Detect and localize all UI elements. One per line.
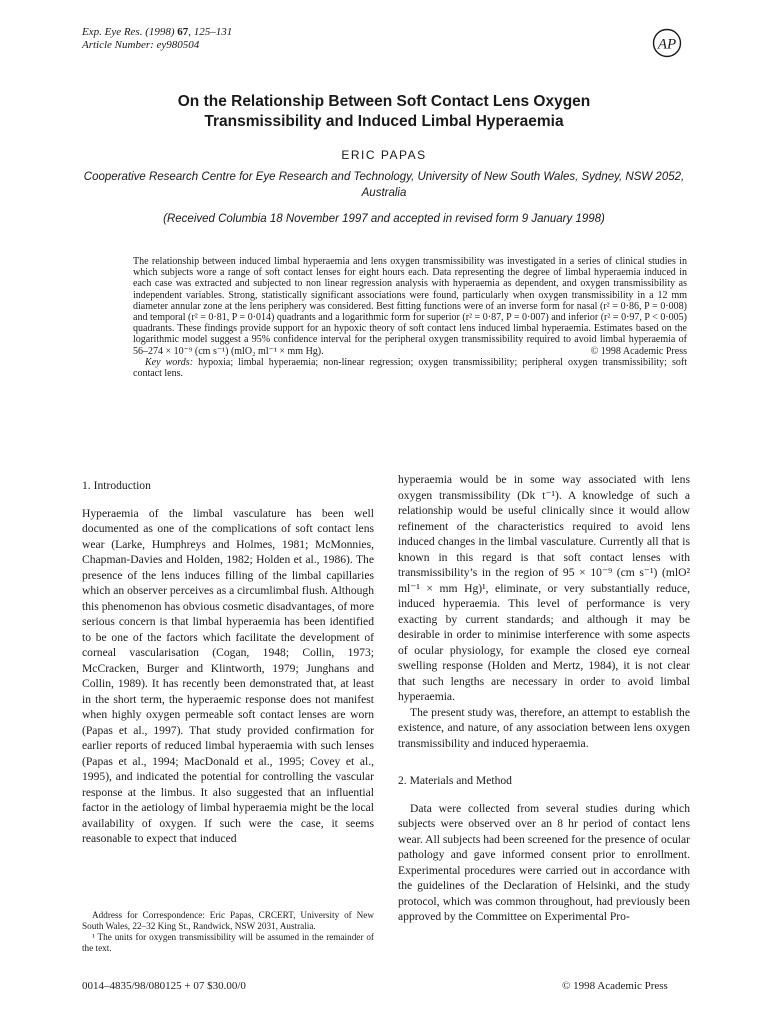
- abstract: [133, 256, 687, 379]
- received-dates: (Received Columbia 18 November 1997 and accepted in revised form 9 January 1998): [163, 213, 605, 225]
- section-heading-methods: 2. Materials and Method: [398, 774, 512, 787]
- left-column: [82, 472, 374, 847]
- journal-citation: [82, 26, 232, 52]
- abstract-body: [133, 256, 687, 357]
- section-heading-introduction: 1. Introduction: [82, 479, 151, 492]
- footnotes: [82, 910, 374, 954]
- journal-pages: , 125–131: [188, 26, 233, 38]
- abstract-text: The relationship between induced limbal hyperaemia and lens oxygen transmissibility was investigated in a series of clinical studies in which subjects wore a range of soft contact lenses for eight hours each. Data representing the degree of limbal hyperaemia induced in each case was extracted and subjected to non linear regression analysis with hyperaemia as dependent, and oxygen transmissibility as independent variables. Strong, statistically significant associations were found, particularly when oxygen transmissibility in a 12 mm diameter annular zone at the lens periphery was considered. Best fitting functions were of an inverse form for nasal (r² = 0·86, P = 0·008) and temporal (r² = 0·81, P = 0·014) quadrants and a logarithmic form for superior (r² = 0·87, P = 0·007) and inferior (r² = 0·97, P < 0·005) quadrants. These findings provide support for an hypoxic theory of soft contact lens induced limbal hyperaemia. Estimates based on the logarithmic model suggest a 95% confidence interval for the peripheral oxygen transmissibility required to avoid limbal hyperaemia of 56–274 × 10⁻⁹ (cm s⁻¹) (mlO₂ ml⁻¹ × mm Hg).: [133, 256, 687, 357]
- introduction-paragraph: Hyperaemia of the limbal vasculature has been well documented as one of the complications of soft contact lens wear (Larke, Humphreys and Holmes, 1981; McMonnies, Chapman-Davies and Holden, 1982; Holden et al., 1986). The presence of the lens induces filling of the limbal capillaries which an observer perceives as a circumlimbal flush. Although this phenomenon has obvious cosmetic disadvantages, of more serious concern is that limbal hyperaemia has been identified to be one of the factors which facilitate the development of corneal vascularisation (Cogan, 1948; Collin, 1973; McCracken, Burger and Klintworth, 1979; Junghans and Collin, 1989). It has recently been demonstrated that, at least in the short term, the hyperaemic response does not manifest when highly oxygen permeable soft contact lenses are worn (Papas et al., 1997). That study provided confirmation for earlier reports of reduced limbal hyperaemia with such lenses (Papas et al., 1994; MacDonald et al., 1995; Covey et al., 1995), and indicated the potential for controlling the vascular response at the limbus. It also suggested that an influential factor in the aetiology of limbal hyperaemia might be the local availability of oxygen. If such were the case, it seems reasonable to expect that induced: [82, 506, 375, 845]
- keywords: [133, 357, 687, 379]
- footer-issn: 0014–4835/98/080125 + 07 $30.00/0: [82, 980, 246, 992]
- journal-name: Exp. Eye Res.: [82, 26, 143, 38]
- keywords-label: Key words:: [145, 356, 194, 368]
- footnote-correspondence: Address for Correspondence: Eric Papas, CRCERT, University of New South Wales, 22–32 King St., Randwick, NSW 2031, Australia.: [82, 910, 374, 931]
- footer-copyright: © 1998 Academic Press: [562, 980, 668, 992]
- right-paragraph-1: hyperaemia would be in some way associated with lens oxygen transmissibility (Dk t⁻¹). A knowledge of such a relationship would be useful clinically since it would allow refinement of the characteristics required to avoid lens induced changes in the limbal vasculature. Currently all that is known in this regard is that soft contact lenses with transmissibility’s in the region of 95 × 10⁻⁹ (cm s⁻¹) (mlO² ml⁻¹ × mm Hg)¹, eliminate, or very substantially reduce, induced hyperaemia. This level of performance is very exacting by current standards; and although it may be desirable in order to minimise interference with some aspects of ocular physiology, for example the closed eye corneal swelling response (Holden and Mertz, 1984), it is not clear that such lengths are necessary in order to avoid limbal hyperaemia.: [398, 473, 690, 703]
- journal-volume: 67: [177, 26, 189, 38]
- right-column: [398, 472, 690, 925]
- author-name: ERIC PAPAS: [341, 148, 427, 162]
- title-line-2: Transmissibility and Induced Limbal Hyperaemia: [204, 113, 564, 130]
- title-line-1: On the Relationship Between Soft Contact Lens Oxygen: [177, 93, 591, 110]
- paper-title: [0, 92, 768, 132]
- footnote-units: ¹ The units for oxygen transmissibility will be assumed in the remainder of the text.: [82, 932, 374, 953]
- article-number: Article Number: ey980504: [82, 39, 200, 51]
- abstract-copyright: © 1998 Academic Press: [590, 345, 687, 357]
- methods-paragraph: Data were collected from several studies during which subjects were observed over an 8 hr period of contact lens wear. All subjects had been screened for the presence of ocular pathology and gave informed consent prior to enrollment. Experimental procedures were carried out in accordance with the guidelines of the Declaration of Helsinki, and the study protocol, which was common throughout, had previously been approved by the Committee on Experimental Pro-: [398, 801, 690, 923]
- journal-year: (1998): [145, 26, 175, 38]
- publisher-logo: [652, 28, 682, 58]
- affiliation: Cooperative Research Centre for Eye Research and Technology, University of New South Wales, Sydney, NSW 2052, Australia: [83, 171, 685, 199]
- keywords-list: hypoxia; limbal hyperaemia; non-linear regression; oxygen transmissibility; peripheral oxygen transmissibility; soft contact lens.: [133, 356, 687, 380]
- publisher-logo-text: AP: [657, 36, 677, 53]
- right-paragraph-2: The present study was, therefore, an attempt to establish the existence, and nature, of any association between lens oxygen transmissibility and induced hyperaemia.: [398, 705, 690, 750]
